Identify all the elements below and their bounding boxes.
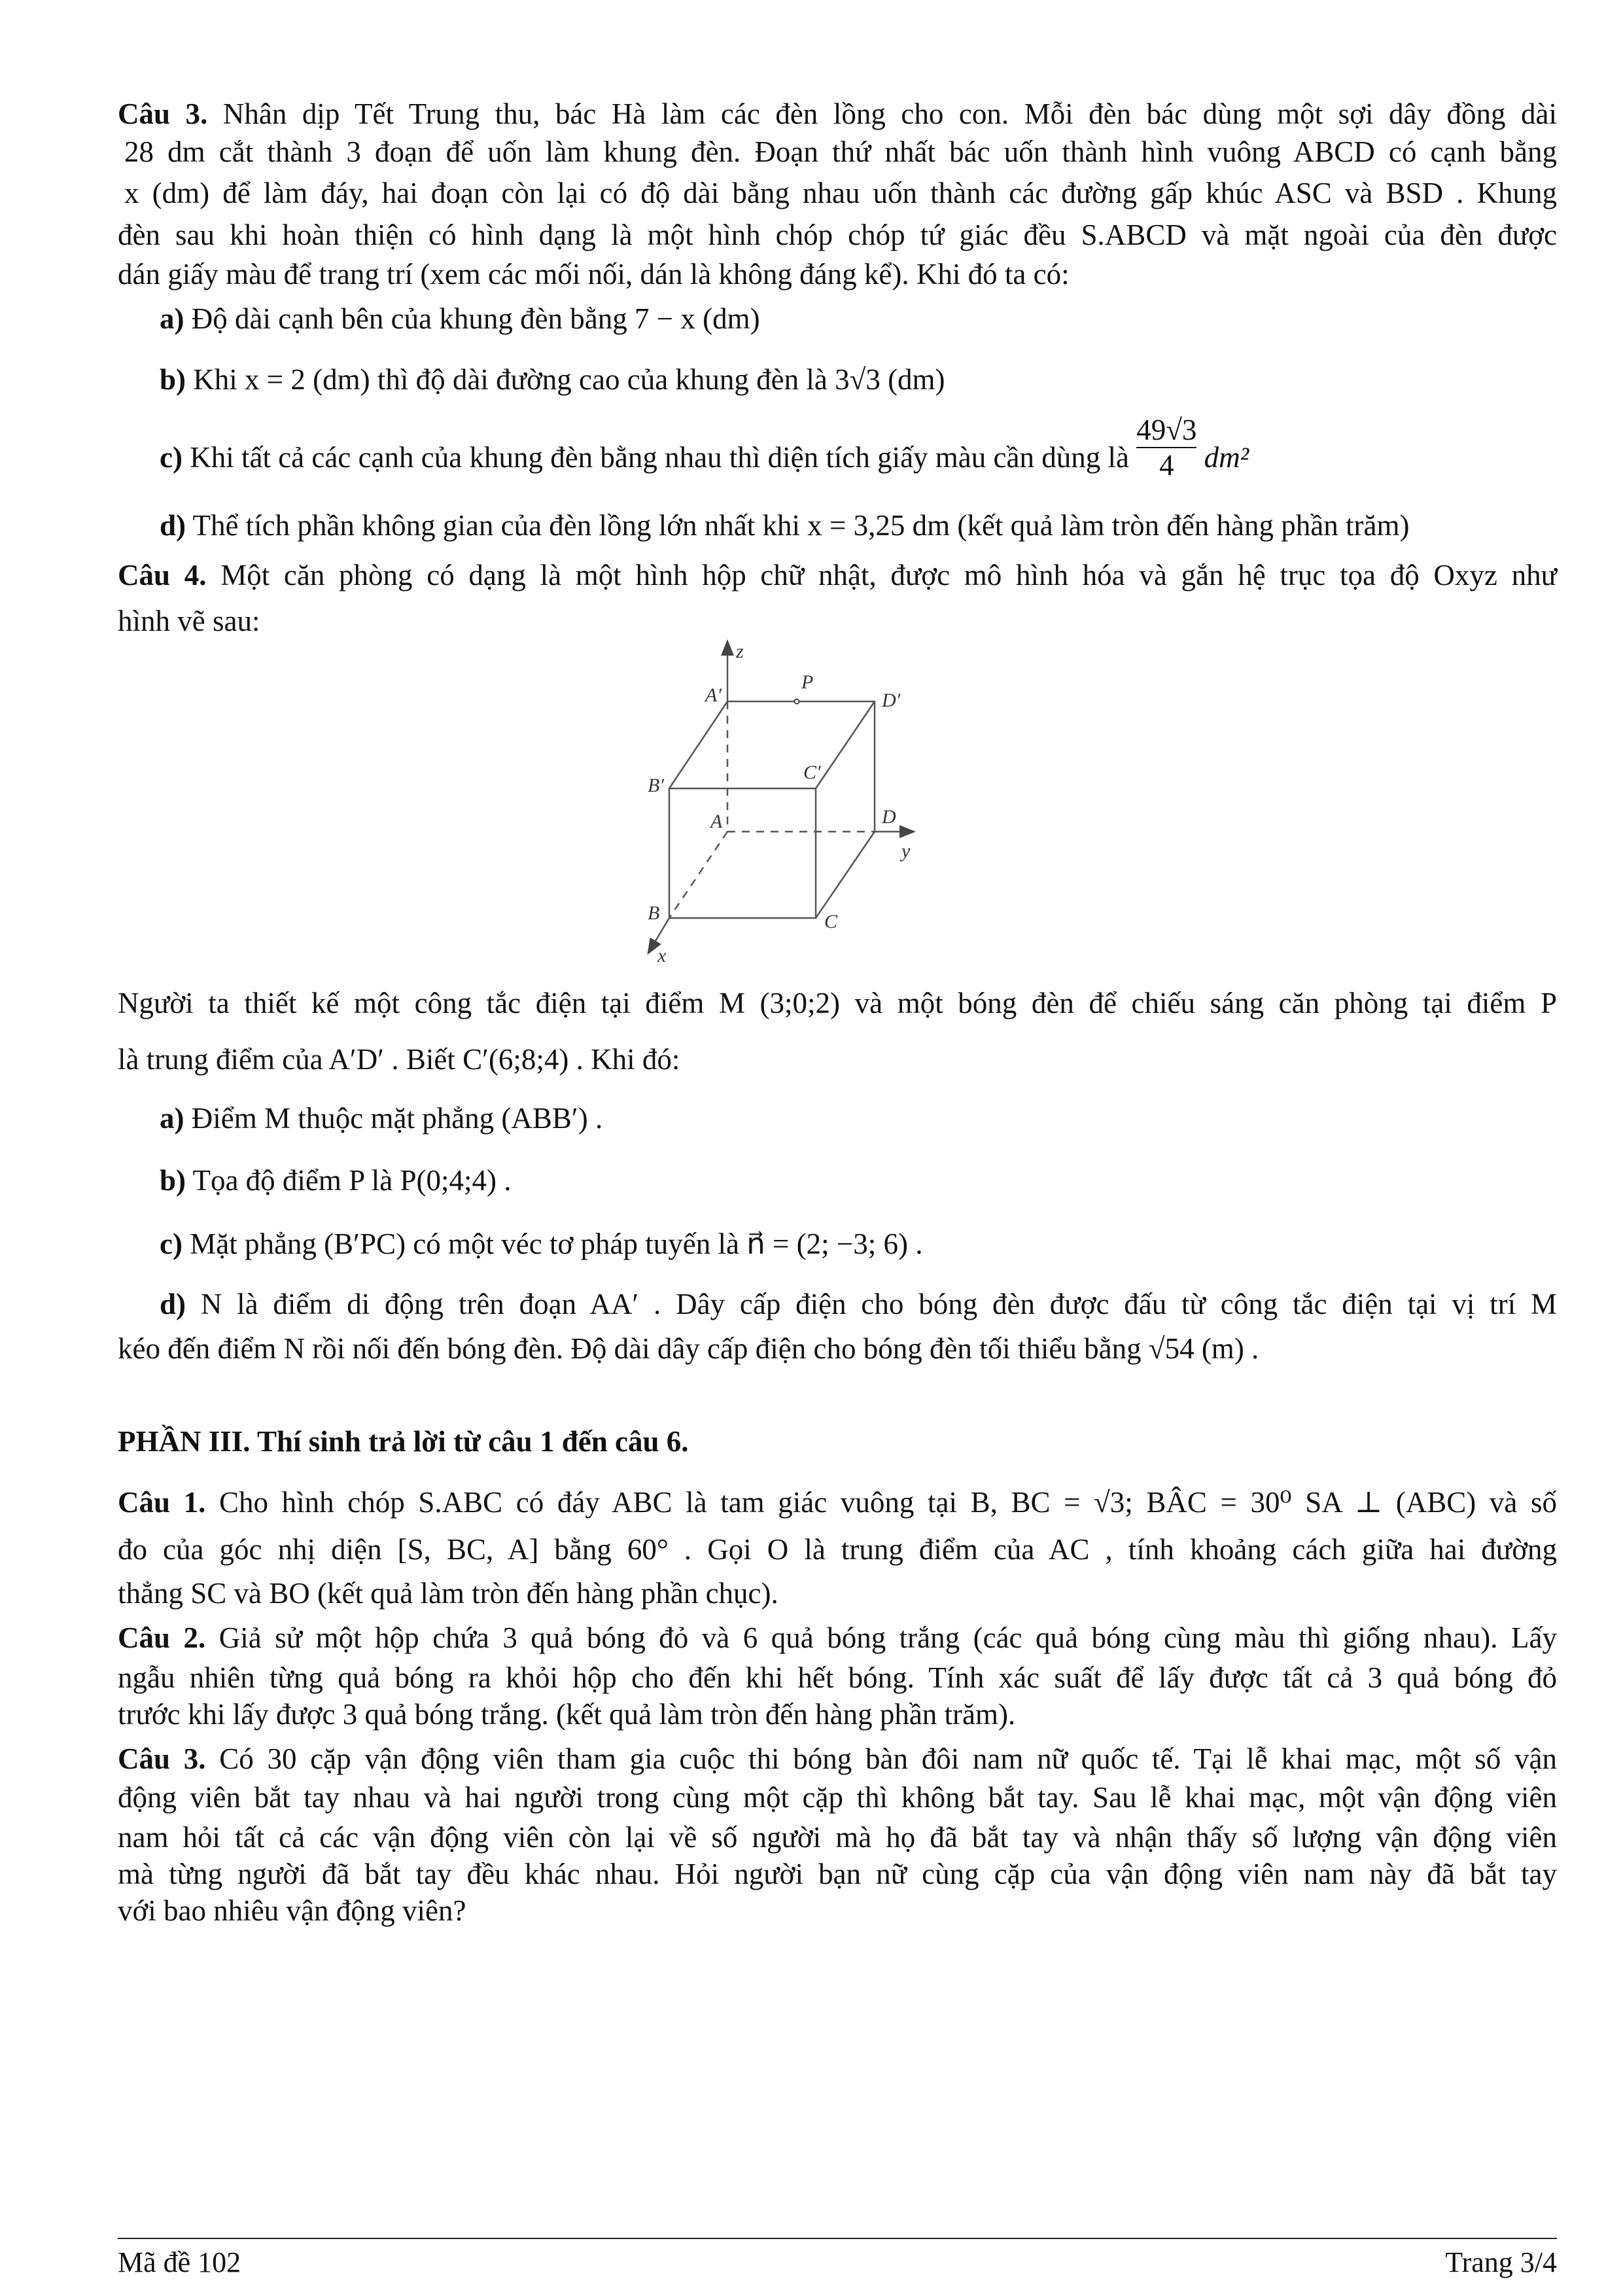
hidden-edges	[669, 701, 875, 918]
option-label: c)	[160, 441, 183, 474]
option-text: Khi tất cả các cạnh của khung đèn bằng nhau thì diện tích giấy màu cần dùng là	[190, 441, 1137, 474]
label-z: z	[736, 641, 744, 662]
part3-heading: PHẦN III. Thí sinh trả lời từ câu 1 đến câu 6.	[118, 1425, 689, 1458]
option-label: c)	[160, 1227, 183, 1260]
q3-label: Câu 3.	[118, 97, 208, 130]
p3-q2-text: Giả sử một hộp chứa 3 quả bóng đỏ và 6 quả bóng trắng (các quả bóng cùng màu thì giống nhau). Lấy	[218, 1621, 1557, 1654]
q3-option-a	[160, 299, 1557, 338]
q4-option-b	[160, 1161, 1557, 1200]
q4-after-1: Người ta thiết kế một công tắc điện tại điểm M (3;0;2) và một bóng đèn để chiếu sáng căn phòng tại điểm P	[118, 987, 1557, 1019]
p3-q1-text: Cho hình chóp S.ABC có đáy ABC là tam giác vuông tại B, BC = √3; BÂC = 30⁰ SA ⊥ (ABC) và số	[219, 1486, 1558, 1519]
denominator: 4	[1159, 448, 1174, 482]
p3-q1-label: Câu 1.	[118, 1486, 206, 1519]
label-d-prime: D′	[882, 690, 901, 711]
p3-q3-text: Có 30 cặp vận động viên tham gia cuộc thi bóng bàn đôi nam nữ quốc tế. Tại lễ khai mạc, một số vận	[219, 1742, 1557, 1775]
footer-divider	[118, 2238, 1557, 2239]
front-face	[669, 788, 816, 918]
label-b-prime: B′	[648, 775, 664, 796]
box-diagram	[621, 628, 1079, 968]
numerator: 49√3	[1136, 413, 1196, 448]
label-p: P	[801, 671, 814, 693]
exam-code: Mã đề 102	[118, 2246, 241, 2278]
q3-line-5: dán giấy màu để trang trí (xem các mối nối, dán là không đáng kể). Khi đó ta có:	[118, 258, 1070, 291]
p3-q2-line-3: trước khi lấy được 3 quả bóng trắng. (kết quả làm tròn đến hàng phần trăm).	[118, 1698, 1016, 1731]
label-a: A	[710, 811, 723, 832]
q3-line-2: 28 dm cắt thành 3 đoạn để uốn làm khung đèn. Đoạn thứ nhất bác uốn thành hình vuông ABCD có cạnh bằng	[124, 135, 1557, 168]
option-label: b)	[160, 363, 186, 396]
p3-q1-line-3: thẳng SC và BO (kết quả làm tròn đến hàng phần chục).	[118, 1577, 778, 1610]
back-edges	[727, 701, 875, 832]
q3-option-c	[160, 413, 1557, 482]
p3-q1-line-2: đo của góc nhị diện [S, BC, A] bằng 60° . Gọi O là trung điểm của AC , tính khoảng cách giữa hai đường	[118, 1533, 1557, 1566]
q3-line-3: x (dm) để làm đáy, hai đoạn còn lại có độ dài bằng nhau uốn thành các đường gấp khúc ASC và BSD . Khung	[124, 177, 1557, 209]
label-c: C	[824, 911, 838, 932]
label-x: x	[657, 945, 667, 966]
p3-q3-line-4: mà từng người đã bắt tay đều khác nhau. Hỏi người bạn nữ cùng cặp của vận động viên nam này đã bắt tay	[118, 1858, 1557, 1890]
q4-option-d	[160, 1284, 1557, 1324]
option-label: b)	[160, 1164, 186, 1197]
option-text: Khi x = 2 (dm) thì độ dài đường cao của khung đèn là 3√3 (dm)	[193, 363, 945, 396]
unit: dm²	[1204, 441, 1249, 474]
label-c-prime: C′	[803, 762, 821, 783]
p3-q2-line-1	[118, 1618, 1557, 1657]
q4-text: Một căn phòng có dạng là một hình hộp chữ nhật, được mô hình hóa và gắn hệ trục tọa độ Oxyz như	[220, 559, 1557, 592]
label-y: y	[901, 840, 911, 862]
label-d: D	[882, 806, 896, 828]
p3-q3-line-1	[118, 1739, 1557, 1778]
p3-q3-line-5: với bao nhiêu vận động viên?	[118, 1894, 466, 1927]
option-text: Tọa độ điểm P là P(0;4;4) .	[192, 1164, 512, 1197]
q4-after-2: là trung điểm của A′D′ . Biết C′(6;8;4) . Khi đó:	[118, 1043, 680, 1076]
q4-option-d-cont: kéo đến điểm N rồi nối đến bóng đèn. Độ dài dây cấp điện cho bóng đèn tối thiểu bằng √54 (m) .	[118, 1332, 1259, 1365]
q4-option-a	[160, 1099, 1557, 1138]
p3-q3-label: Câu 3.	[118, 1742, 206, 1775]
option-text: N là điểm di động trên đoạn AA′ . Dây cấp điện cho bóng đèn được đấu từ công tắc điện tại vị trí M	[200, 1288, 1557, 1320]
p3-q2-line-2: ngẫu nhiên từng quả bóng ra khỏi hộp cho đến khi hết bóng. Tính xác suất để lấy được tất cả 3 quả bóng đỏ	[118, 1661, 1557, 1694]
option-label: d)	[160, 1288, 186, 1320]
point-p	[795, 699, 799, 704]
option-text: Mặt phẳng (B′PC) có một véc tơ pháp tuyến là n⃗ = (2; −3; 6) .	[190, 1227, 923, 1260]
q4-line-1	[118, 556, 1557, 595]
q4-line-2: hình vẽ sau:	[118, 605, 260, 637]
option-label: a)	[160, 302, 184, 335]
q3-line-4: đèn sau khi hoàn thiện có hình dạng là một hình chóp chóp tứ giác đều S.ABCD và mặt ngoài của đèn được	[118, 219, 1557, 251]
page-number: Trang 3/4	[1445, 2246, 1557, 2278]
option-label: a)	[160, 1102, 184, 1135]
q3-line-1	[118, 94, 1557, 133]
p3-q1-line-1	[118, 1483, 1557, 1522]
q4-label: Câu 4.	[118, 559, 207, 592]
fraction	[1136, 413, 1196, 482]
option-text: Thể tích phần không gian của đèn lồng lớn nhất khi x = 3,25 dm (kết quả làm tròn đến hàng phần trăm)	[192, 509, 1410, 542]
q3-text: Nhân dịp Tết Trung thu, bác Hà làm các đèn lồng cho con. Mỗi đèn bác dùng một sợi dây đồng dài	[222, 97, 1558, 130]
label-b: B	[648, 902, 660, 924]
label-a-prime: A′	[705, 684, 722, 706]
q3-option-b	[160, 360, 1557, 399]
option-text: Điểm M thuộc mặt phẳng (ABB′) .	[191, 1102, 603, 1135]
q3-option-d	[160, 506, 1557, 545]
option-text: Độ dài cạnh bên của khung đèn bằng 7 − x (dm)	[191, 302, 760, 335]
option-label: d)	[160, 509, 186, 542]
p3-q3-line-3: nam hỏi tất cả các vận động viên còn lại về số người mà họ đã bắt tay và nhận thấy số lượng vận động viên	[118, 1821, 1557, 1854]
p3-q3-line-2: động viên bắt tay nhau và hai người trong cùng một cặp thì không bắt tay. Sau lễ khai mạc, một vận động viên	[118, 1781, 1557, 1814]
q4-option-c	[160, 1224, 1557, 1263]
p3-q2-label: Câu 2.	[118, 1621, 206, 1654]
